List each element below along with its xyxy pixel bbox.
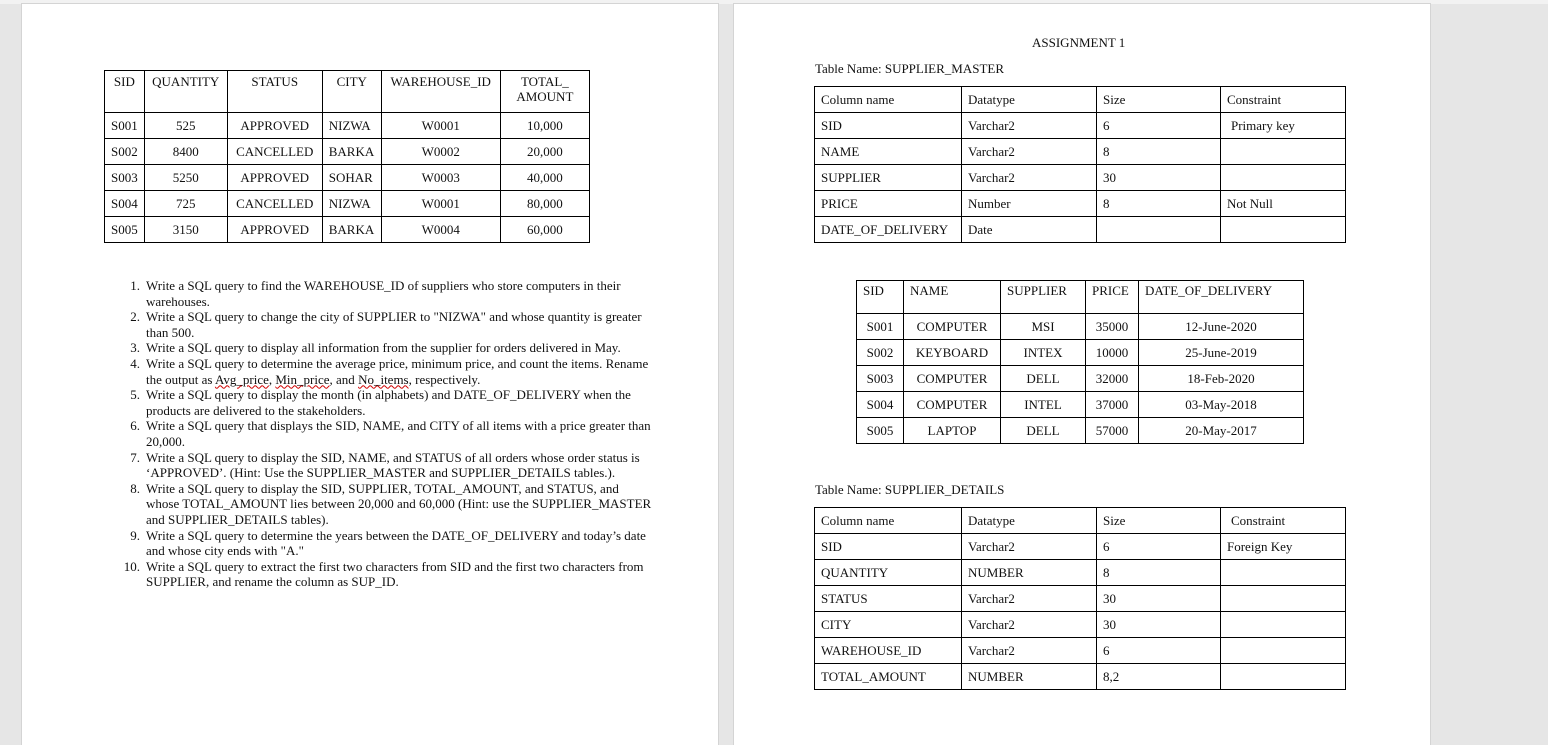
table-header-row (815, 87, 1346, 113)
question-number: 4. (130, 355, 140, 371)
table-row (815, 217, 1346, 243)
table-cell: KEYBOARD (904, 340, 1001, 366)
header-cell: SID (857, 281, 904, 314)
question-text: Write a SQL query to determine the average price, minimum price, and count the items. Rename the output as (146, 355, 649, 387)
table-row (857, 418, 1304, 444)
header-cell: Column name (815, 87, 962, 113)
table-cell: S004 (105, 191, 145, 217)
table-cell: Varchar2 (962, 139, 1097, 165)
table-cell: NIZWA (322, 113, 381, 139)
question-number: 7. (130, 449, 140, 465)
table-cell: W0001 (381, 191, 500, 217)
question-number: 8. (130, 480, 140, 496)
table-row (815, 534, 1346, 560)
question-text: Write a SQL query to display the SID, SUPPLIER, TOTAL_AMOUNT, and STATUS, and whose TOTAL_AMOUNT lies between 20,000 and 60,000 (Hint: use the SUPPLIER_MASTER and SUPPLIER_DETAILS tables). (146, 480, 652, 527)
question-item (130, 480, 654, 528)
table-cell: 35000 (1086, 314, 1139, 340)
table-cell (1221, 638, 1346, 664)
table-row (857, 340, 1304, 366)
table-cell: 8 (1097, 191, 1221, 217)
table-cell: S004 (857, 392, 904, 418)
header-cell: Constraint (1221, 87, 1346, 113)
table-row (815, 191, 1346, 217)
table-cell: S003 (105, 165, 145, 191)
question-item (130, 309, 654, 340)
table-cell: NUMBER (962, 560, 1097, 586)
question-number: 6. (130, 418, 140, 434)
header-cell: Size (1097, 508, 1221, 534)
table-header-row (815, 508, 1346, 534)
table-cell: W0004 (381, 217, 500, 243)
table-row (815, 664, 1346, 690)
header-cell: SID (105, 71, 145, 113)
table-cell: APPROVED (227, 165, 322, 191)
header-cell: Size (1097, 87, 1221, 113)
header-cell: NAME (904, 281, 1001, 314)
table-cell: CANCELLED (227, 139, 322, 165)
table-cell: Varchar2 (962, 113, 1097, 139)
table-row (105, 113, 590, 139)
table-cell: W0001 (381, 113, 500, 139)
table-cell: 6 (1097, 113, 1221, 139)
table-cell: Not Null (1221, 191, 1346, 217)
header-cell: Column name (815, 508, 962, 534)
question-text: Write a SQL query to determine the years between the DATE_OF_DELIVERY and today’s date and whose city ends with "A." (146, 527, 646, 559)
question-text: Write a SQL query that displays the SID, NAME, and CITY of all items with a price greater than 20,000. (146, 418, 651, 449)
question-item (123, 558, 654, 590)
table-cell: 8 (1097, 139, 1221, 165)
table-cell: 32000 (1086, 366, 1139, 392)
header-cell: CITY (322, 71, 381, 113)
table-cell: 8400 (144, 139, 227, 165)
question-text: Write a SQL query to find the WAREHOUSE_ID of suppliers who store computers in their warehouses. (146, 278, 621, 309)
table-cell: Varchar2 (962, 586, 1097, 612)
question-item (130, 387, 654, 418)
table-cell: S001 (105, 113, 145, 139)
details-table-label: Table Name: SUPPLIER_DETAILS (815, 482, 1005, 497)
table-cell: COMPUTER (904, 392, 1001, 418)
header-cell: SUPPLIER (1001, 281, 1086, 314)
table-cell: Foreign Key (1221, 534, 1346, 560)
table-row (105, 139, 590, 165)
table-cell: 20,000 (500, 139, 589, 165)
table-row (815, 586, 1346, 612)
table-cell: Varchar2 (962, 612, 1097, 638)
table-cell: COMPUTER (904, 366, 1001, 392)
table-cell: NAME (815, 139, 962, 165)
table-cell: 6 (1097, 534, 1221, 560)
question-item (130, 449, 654, 481)
question-item (130, 278, 654, 309)
table-cell: 25-June-2019 (1139, 340, 1304, 366)
table-cell: 37000 (1086, 392, 1139, 418)
table-cell: MSI (1001, 314, 1086, 340)
table-cell: Varchar2 (962, 638, 1097, 664)
table-cell: S005 (105, 217, 145, 243)
table-cell: W0003 (381, 165, 500, 191)
table-cell: DELL (1001, 366, 1086, 392)
table-cell: STATUS (815, 586, 962, 612)
question-text: Write a SQL query to display the month (in alphabets) and DATE_OF_DELIVERY when the products are delivered to the stakeholders. (146, 387, 631, 418)
table-row (105, 165, 590, 191)
table-cell: BARKA (322, 139, 381, 165)
question-item (130, 355, 654, 387)
table-row (857, 392, 1304, 418)
table-cell: 80,000 (500, 191, 589, 217)
table-row (815, 612, 1346, 638)
question-text: Write a SQL query to extract the first two characters from SID and the first two characters from SUPPLIER, and rename the column as SUP_ID. (146, 558, 644, 590)
table-cell: S003 (857, 366, 904, 392)
table-cell: S002 (105, 139, 145, 165)
table-row (857, 366, 1304, 392)
table-cell: DELL (1001, 418, 1086, 444)
table-cell (1097, 217, 1221, 243)
spellcheck-word: No_items (358, 371, 409, 387)
table-cell: 8,2 (1097, 664, 1221, 690)
supplier-sample-data-table (856, 280, 1304, 444)
header-cell: DATE_OF_DELIVERY (1139, 281, 1304, 314)
table-cell (1221, 664, 1346, 690)
table-cell (1221, 586, 1346, 612)
table-cell: COMPUTER (904, 314, 1001, 340)
table-cell: 30 (1097, 586, 1221, 612)
table-row (105, 191, 590, 217)
table-cell: 03-May-2018 (1139, 392, 1304, 418)
question-item (130, 418, 654, 449)
table-cell: 725 (144, 191, 227, 217)
table-cell: Date (962, 217, 1097, 243)
table-cell: CITY (815, 612, 962, 638)
table-cell: LAPTOP (904, 418, 1001, 444)
question-text: Write a SQL query to display all information from the supplier for orders delivered in May. (146, 340, 621, 356)
question-text: Write a SQL query to display the SID, NAME, and STATUS of all orders whose order status is ‘APPROVED’. (Hint: Use the SUPPLIER_MASTER and SUPPLIER_DETAILS tables.). (146, 449, 640, 481)
table-cell: 10,000 (500, 113, 589, 139)
table-cell (1221, 139, 1346, 165)
table-cell: NUMBER (962, 664, 1097, 690)
table-row (815, 139, 1346, 165)
question-item (130, 340, 654, 356)
question-text: Write a SQL query to change the city of SUPPLIER to "NIZWA" and whose quantity is greater than 500. (146, 309, 642, 340)
question-number: 10. (123, 558, 140, 574)
question-number: 5. (130, 387, 140, 403)
table-cell: 30 (1097, 612, 1221, 638)
document-page-left (22, 4, 718, 745)
table-cell: 3150 (144, 217, 227, 243)
header-cell: WAREHOUSE_ID (381, 71, 500, 113)
table-row (815, 638, 1346, 664)
table-row (815, 113, 1346, 139)
header-cell: TOTAL_ AMOUNT (500, 71, 589, 113)
question-number: 2. (130, 309, 140, 325)
question-text: , (268, 371, 276, 387)
table-cell: DATE_OF_DELIVERY (815, 217, 962, 243)
table-cell: APPROVED (227, 113, 322, 139)
document-page-right (734, 4, 1430, 745)
question-text: , respectively. (408, 371, 481, 387)
table-header-row (857, 281, 1304, 314)
master-table-label: Table Name: SUPPLIER_MASTER (815, 61, 1005, 76)
question-number: 9. (130, 527, 140, 543)
table-cell: BARKA (322, 217, 381, 243)
supplier-data-table (104, 70, 590, 243)
table-cell: APPROVED (227, 217, 322, 243)
table-cell: 40,000 (500, 165, 589, 191)
table-cell: SID (815, 113, 962, 139)
supplier-details-schema-table (814, 507, 1346, 690)
table-header-row (105, 71, 590, 113)
table-cell: Number (962, 191, 1097, 217)
question-number: 3. (130, 340, 140, 356)
table-cell: S002 (857, 340, 904, 366)
table-cell (1221, 165, 1346, 191)
table-cell: CANCELLED (227, 191, 322, 217)
header-cell: Constraint (1221, 508, 1346, 534)
table-row (815, 560, 1346, 586)
table-cell: QUANTITY (815, 560, 962, 586)
assignment-title: ASSIGNMENT 1 (1032, 35, 1126, 50)
question-item (130, 527, 654, 559)
table-cell (1221, 217, 1346, 243)
table-cell (1221, 612, 1346, 638)
header-cell: Datatype (962, 508, 1097, 534)
table-cell: 60,000 (500, 217, 589, 243)
table-cell: SUPPLIER (815, 165, 962, 191)
table-row (815, 165, 1346, 191)
table-cell: Primary key (1221, 113, 1346, 139)
table-cell: 525 (144, 113, 227, 139)
table-cell: PRICE (815, 191, 962, 217)
table-cell: 20-May-2017 (1139, 418, 1304, 444)
table-cell: 57000 (1086, 418, 1139, 444)
spellcheck-word: Min_price (275, 371, 330, 387)
question-text: , and (329, 371, 359, 387)
table-row (105, 217, 590, 243)
table-cell: TOTAL_AMOUNT (815, 664, 962, 690)
table-cell: S005 (857, 418, 904, 444)
table-cell: 5250 (144, 165, 227, 191)
supplier-master-schema-table (814, 86, 1346, 243)
spellcheck-word: Avg_price (214, 371, 269, 387)
table-cell: 30 (1097, 165, 1221, 191)
table-cell: 6 (1097, 638, 1221, 664)
table-cell: S001 (857, 314, 904, 340)
table-cell: INTEL (1001, 392, 1086, 418)
table-cell: SID (815, 534, 962, 560)
table-cell: 10000 (1086, 340, 1139, 366)
question-number: 1. (130, 278, 140, 293)
table-cell: Varchar2 (962, 534, 1097, 560)
table-row (857, 314, 1304, 340)
table-cell: SOHAR (322, 165, 381, 191)
table-cell: WAREHOUSE_ID (815, 638, 962, 664)
header-cell: STATUS (227, 71, 322, 113)
header-cell: QUANTITY (144, 71, 227, 113)
table-cell: NIZWA (322, 191, 381, 217)
table-cell: 8 (1097, 560, 1221, 586)
table-cell (1221, 560, 1346, 586)
table-cell: 12-June-2020 (1139, 314, 1304, 340)
table-cell: W0002 (381, 139, 500, 165)
table-cell: Varchar2 (962, 165, 1097, 191)
question-list (122, 278, 654, 590)
table-cell: INTEX (1001, 340, 1086, 366)
header-cell: Datatype (962, 87, 1097, 113)
header-cell: PRICE (1086, 281, 1139, 314)
table-cell: 18-Feb-2020 (1139, 366, 1304, 392)
